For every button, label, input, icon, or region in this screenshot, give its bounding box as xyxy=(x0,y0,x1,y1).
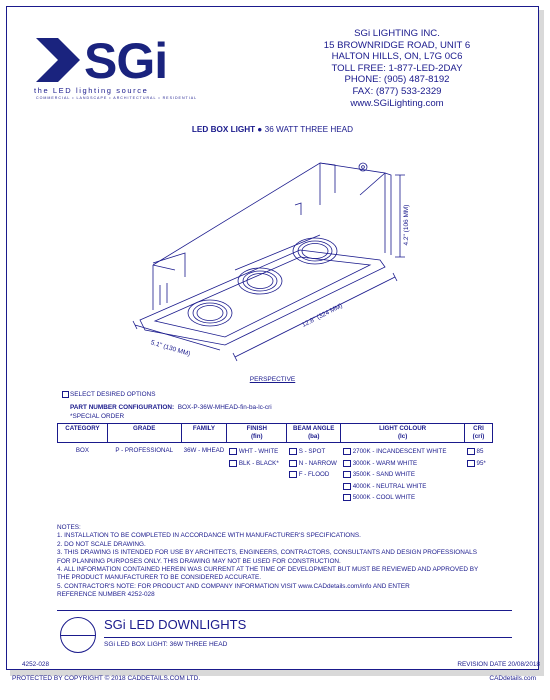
part-number-config xyxy=(70,404,272,411)
notes-heading: NOTES: xyxy=(57,524,81,531)
lamp-head xyxy=(293,238,337,264)
copyright-notice: PROTECTED BY COPYRIGHT © 2018 CADDETAILS.COM LTD. xyxy=(12,675,201,682)
company-website[interactable]: www.SGiLighting.com xyxy=(350,97,444,109)
option-finish-white[interactable]: WHT - WHITE xyxy=(229,446,285,458)
company-line: SGi LIGHTING INC. xyxy=(354,28,440,39)
option-beam-flood[interactable]: F - FLOOD xyxy=(289,469,339,481)
checkbox[interactable] xyxy=(343,494,351,501)
option-colour-3000k[interactable]: 3000K - WARM WHITE xyxy=(343,458,463,470)
header-grade: GRADE xyxy=(107,424,181,443)
logo-text: SGi xyxy=(84,33,168,89)
checkbox[interactable] xyxy=(343,471,351,478)
company-line: FAX: (877) 533-2329 xyxy=(352,85,442,97)
title-bold: LED BOX LIGHT xyxy=(191,125,256,134)
checkbox[interactable] xyxy=(229,460,237,467)
footer-brand: SGi LED DOWNLIGHTS xyxy=(104,617,247,632)
company-line: PHONE: (905) 487-8192 xyxy=(344,74,450,86)
option-beam-narrow[interactable]: N - NARROW xyxy=(289,458,339,470)
checkbox[interactable] xyxy=(289,460,297,467)
bracket xyxy=(295,203,301,215)
note-line: 1. INSTALLATION TO BE COMPLETED IN ACCORDANCE WITH MANUFACTURER'S SPECIFICATIONS. xyxy=(57,532,361,540)
option-cri-85[interactable]: 85 xyxy=(467,446,491,458)
reference-number: 4252-028 xyxy=(22,661,50,668)
select-options xyxy=(62,391,155,398)
company-info xyxy=(292,28,502,109)
housing xyxy=(153,163,385,310)
header-beam-angle: BEAM ANGLE (ba) xyxy=(287,424,341,443)
cell-family: 36W - MHEAD xyxy=(183,447,225,454)
cell-light-colour xyxy=(341,443,465,507)
header-category: CATEGORY xyxy=(58,424,108,443)
checkbox[interactable] xyxy=(289,448,297,455)
note-line: THE PRODUCT MANUFACTURER TO BE CONSIDERED ACCURATE. xyxy=(57,574,262,582)
checkbox[interactable] xyxy=(343,448,351,455)
header-light-colour: LIGHT COLOUR (lc) xyxy=(341,424,465,443)
footer-divider xyxy=(57,610,512,611)
dimension-length: 12.8" (324 MM) xyxy=(300,302,344,329)
option-finish-black[interactable]: BLK - BLACK* xyxy=(229,458,285,470)
company-line: 15 BROWNRIDGE ROAD, UNIT 6 xyxy=(323,39,471,51)
option-beam-spot[interactable]: S - SPOT xyxy=(289,446,339,458)
company-line: HALTON HILLS, ON, L7G 0C6 xyxy=(331,51,463,63)
cell-category: BOX xyxy=(75,447,89,454)
header-cri: CRI (cri) xyxy=(465,424,493,443)
note-line: 2. DO NOT SCALE DRAWING. xyxy=(57,540,146,548)
cell-cri xyxy=(465,443,493,507)
perspective-drawing xyxy=(95,145,435,375)
option-colour-3500k[interactable]: 3500K - SAND WHITE xyxy=(343,469,463,481)
footer-circle-icon xyxy=(60,617,96,653)
trim-plate xyxy=(140,250,385,345)
header-finish-text: FINISH (fin) xyxy=(246,425,267,440)
option-colour-4000k[interactable]: 4000K - NEUTRAL WHITE xyxy=(343,481,463,493)
check-icon xyxy=(62,391,69,398)
revision-date: REVISION DATE 20/08/2018 xyxy=(457,661,540,668)
note-line: FOR PLANNING PURPOSES ONLY. THIS DRAWING MAY NOT BE USED FOR CONSTRUCTION. xyxy=(57,557,341,565)
note-line: 4. ALL INFORMATION CONTAINED HEREIN WAS CURRENT AT THE TIME OF DEVELOPMENT BUT MUST BE REVIEWED AND APPROVED BY xyxy=(57,566,479,574)
note-line: REFERENCE NUMBER 4252-028 xyxy=(57,591,155,599)
cell-beam-angle xyxy=(287,443,341,507)
cell-grade: P - PROFESSIONAL xyxy=(115,447,174,454)
header-family: FAMILY xyxy=(181,424,227,443)
part-number-value: BOX-P-36W-MHEAD-fin-ba-lc-cri xyxy=(177,404,272,411)
header-finish xyxy=(227,424,287,443)
drawing-title xyxy=(0,125,545,134)
caddetails-link[interactable]: CADdetails.com xyxy=(489,675,536,682)
checkbox[interactable] xyxy=(467,448,475,455)
perspective-caption: PERSPECTIVE xyxy=(249,376,296,383)
note-line: 3. THIS DRAWING IS INTENDED FOR USE BY ARCHITECTS, ENGINEERS, CONTRACTORS, CONSULTANTS AND DESIGN PROFESSIONALS xyxy=(57,549,477,557)
logo-subtitle: COMMERCIAL • LANDSCAPE • ARCHITECTURAL • RESIDENTIAL xyxy=(36,96,198,100)
part-number-label: PART NUMBER CONFIGURATION: xyxy=(70,404,175,411)
company-line: TOLL FREE: 1-877-LED-2DAY xyxy=(331,62,463,74)
bracket xyxy=(153,253,185,277)
lamp-head xyxy=(188,300,232,326)
footer-product: SGi LED BOX LIGHT: 36W THREE HEAD xyxy=(104,641,228,648)
footer-brand-underline xyxy=(104,637,512,638)
checkbox[interactable] xyxy=(467,460,475,467)
checkbox[interactable] xyxy=(229,448,237,455)
dimension-width: 5.1" (130 MM) xyxy=(149,339,192,358)
dimension-height: 4.2" (106 MM) xyxy=(403,204,410,246)
special-order-note: *SPECIAL ORDER xyxy=(70,413,125,420)
title-rest: ● 36 WATT THREE HEAD xyxy=(255,125,354,134)
option-colour-2700k[interactable]: 2700K - INCANDESCENT WHITE xyxy=(343,446,463,458)
lamp-head xyxy=(238,268,282,294)
option-colour-5000k[interactable]: 5000K - COOL WHITE xyxy=(343,492,463,504)
notes-section xyxy=(57,524,497,600)
configuration-table xyxy=(57,423,493,507)
select-options-label: SELECT DESIRED OPTIONS xyxy=(70,391,156,399)
checkbox[interactable] xyxy=(343,460,351,467)
note-line: 5. CONTRACTOR'S NOTE: FOR PRODUCT AND COMPANY INFORMATION VISIT www.CADdetails.com/info AND ENTER xyxy=(57,582,410,590)
option-cri-95[interactable]: 95* xyxy=(467,458,491,470)
checkbox[interactable] xyxy=(343,483,351,490)
cell-finish xyxy=(227,443,287,507)
checkbox[interactable] xyxy=(289,471,297,478)
logo-tagline: the LED lighting source xyxy=(34,86,149,95)
trim-inner xyxy=(155,257,370,337)
